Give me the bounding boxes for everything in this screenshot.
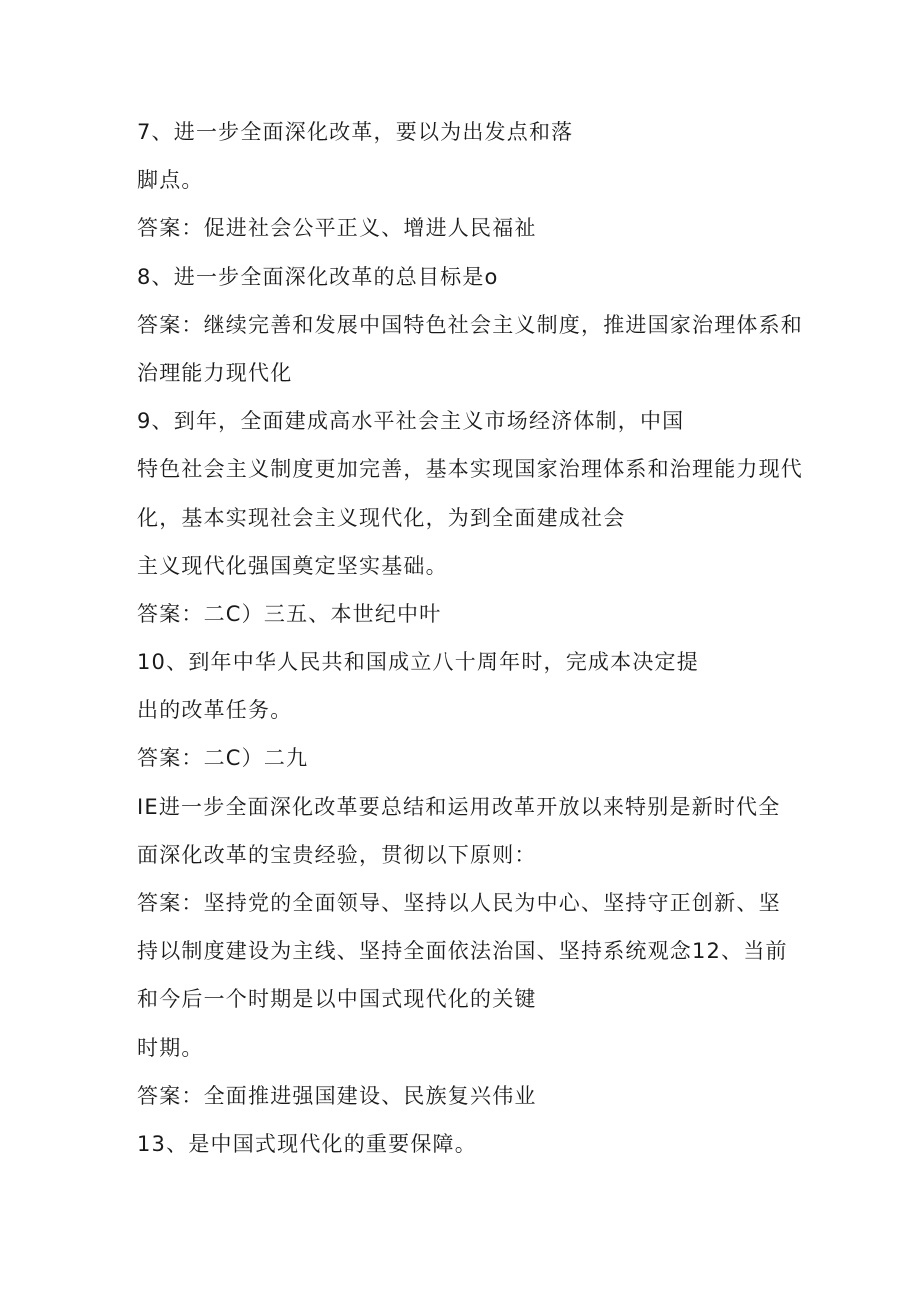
question-7-text-continued: 脚点。 <box>137 168 204 193</box>
question-11-text: IE进一步全面深化改革要总结和运用改革开放以来特别是新时代全 <box>137 794 781 819</box>
answer-12: 答案：全面推进强国建设、民族复兴伟业 <box>137 1083 537 1108</box>
answer-10: 答案：二C）二九 <box>137 746 309 771</box>
question-7-text: 7、进一步全面深化改革，要以为出发点和落 <box>137 120 574 144</box>
question-9-text: 9、到年，全面建成高水平社会主义市场经济体制，中国 <box>137 409 685 434</box>
question-9-text-continued-1: 特色社会主义制度更加完善，基本实现国家治理体系和治理能力现代 <box>137 457 803 482</box>
question-10-text: 10、到年中华人民共和国成立八十周年时，完成本决定提 <box>137 650 699 675</box>
answer-11: 答案：坚持党的全面领导、坚持以人民为中心、坚持守正创新、坚 <box>137 891 781 915</box>
question-8-text: 8、进一步全面深化改革的总目标是o <box>137 264 499 289</box>
question-12-text-continued-2: 时期。 <box>137 1035 204 1060</box>
question-9-text-continued-2: 化，基本实现社会主义现代化，为到全面建成社会 <box>137 505 626 530</box>
answer-7: 答案：促进社会公平正义、增进人民福祉 <box>137 216 537 241</box>
question-12-text-continued-1: 和今后一个时期是以中国式现代化的关键 <box>137 987 537 1012</box>
question-13-text: 13、是中国式现代化的重要保障。 <box>137 1131 477 1156</box>
question-9-text-continued-3: 主义现代化强国奠定坚实基础。 <box>137 553 448 578</box>
answer-8: 答案：继续完善和发展中国特色社会主义制度，推进国家治理体系和 <box>137 312 803 337</box>
answer-9: 答案：二C）三五、本世纪中叶 <box>137 601 442 626</box>
answer-11-continued-question-12: 持以制度建设为主线、坚持全面依法治国、坚持系统观念12、当前 <box>137 939 788 964</box>
answer-8-continued: 治理能力现代化 <box>137 360 293 385</box>
document-body <box>137 108 803 1168</box>
question-10-text-continued: 出的改革任务。 <box>137 698 293 723</box>
question-11-text-continued: 面深化改革的宝贵经验，贯彻以下原则： <box>137 842 537 867</box>
